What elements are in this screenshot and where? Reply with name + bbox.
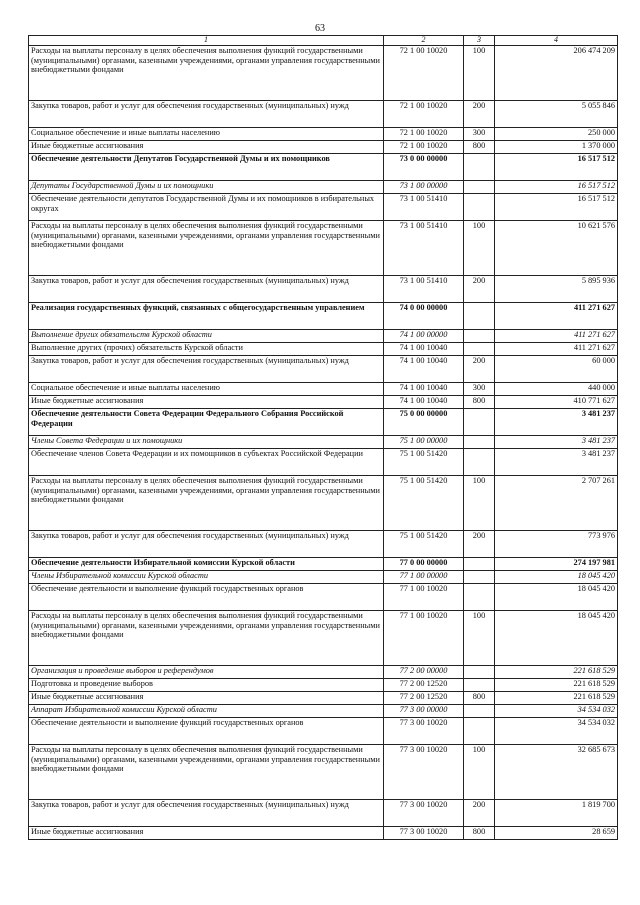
row-name-cell: Расходы на выплаты персоналу в целях обеспечения выполнения функций государственными (муниципальными) органами, казенными учреждениями, органами управления государственными внебюджетными фондами [29, 221, 384, 276]
row-kvr-cell: 100 [464, 46, 495, 101]
row-name-cell: Закупка товаров, работ и услуг для обеспечения государственных (муниципальных) нужд [29, 800, 384, 827]
row-amount-cell: 60 000 [495, 356, 618, 383]
row-name-cell: Обеспечение деятельности Депутатов Государственной Думы и их помощников [29, 154, 384, 181]
row-kvr-cell: 100 [464, 221, 495, 276]
table-row [29, 46, 618, 101]
row-kvr-cell [464, 571, 495, 584]
row-kvr-cell [464, 558, 495, 571]
row-code-cell: 72 1 00 10020 [384, 128, 464, 141]
header-col-code: 2 [384, 36, 464, 46]
row-kvr-cell: 200 [464, 800, 495, 827]
row-code-cell: 77 3 00 10020 [384, 827, 464, 840]
table-row [29, 128, 618, 141]
row-kvr-cell: 800 [464, 396, 495, 409]
row-name-cell: Иные бюджетные ассигнования [29, 827, 384, 840]
table-row [29, 558, 618, 571]
row-code-cell: 77 0 00 00000 [384, 558, 464, 571]
row-name-cell: Обеспечение деятельности Избирательной комиссии Курской области [29, 558, 384, 571]
table-row [29, 692, 618, 705]
row-code-cell: 75 1 00 51420 [384, 476, 464, 531]
row-name-cell: Иные бюджетные ассигнования [29, 141, 384, 154]
budget-table [28, 35, 618, 840]
row-amount-cell: 5 895 936 [495, 276, 618, 303]
row-code-cell: 73 1 00 51410 [384, 276, 464, 303]
row-kvr-cell [464, 584, 495, 611]
table-row [29, 800, 618, 827]
row-name-cell: Социальное обеспечение и иные выплаты населению [29, 383, 384, 396]
row-kvr-cell [464, 343, 495, 356]
row-name-cell: Подготовка и проведение выборов [29, 679, 384, 692]
row-amount-cell: 411 271 627 [495, 343, 618, 356]
table-row [29, 679, 618, 692]
table-row [29, 383, 618, 396]
row-code-cell: 77 3 00 10020 [384, 745, 464, 800]
table-row [29, 154, 618, 181]
header-row [29, 36, 618, 46]
row-amount-cell: 440 000 [495, 383, 618, 396]
row-amount-cell: 411 271 627 [495, 303, 618, 330]
row-amount-cell: 250 000 [495, 128, 618, 141]
row-code-cell: 77 3 00 00000 [384, 705, 464, 718]
table-row [29, 409, 618, 436]
row-code-cell: 75 1 00 51420 [384, 449, 464, 476]
row-code-cell: 72 1 00 10020 [384, 141, 464, 154]
row-kvr-cell [464, 436, 495, 449]
table-row [29, 276, 618, 303]
row-kvr-cell [464, 449, 495, 476]
header-col-kvr: 3 [464, 36, 495, 46]
row-amount-cell: 3 481 237 [495, 409, 618, 436]
row-kvr-cell: 300 [464, 383, 495, 396]
row-amount-cell: 3 481 237 [495, 436, 618, 449]
row-name-cell: Закупка товаров, работ и услуг для обеспечения государственных (муниципальных) нужд [29, 276, 384, 303]
row-code-cell: 77 1 00 00000 [384, 571, 464, 584]
row-name-cell: Выполнение других (прочих) обязательств Курской области [29, 343, 384, 356]
row-code-cell: 74 1 00 00000 [384, 330, 464, 343]
row-name-cell: Закупка товаров, работ и услуг для обеспечения государственных (муниципальных) нужд [29, 101, 384, 128]
row-name-cell: Выполнение других обязательств Курской области [29, 330, 384, 343]
row-code-cell: 73 0 00 00000 [384, 154, 464, 181]
row-code-cell: 72 1 00 10020 [384, 101, 464, 128]
row-code-cell: 73 1 00 51410 [384, 194, 464, 221]
table-row [29, 194, 618, 221]
row-kvr-cell [464, 718, 495, 745]
row-amount-cell: 221 618 529 [495, 679, 618, 692]
row-kvr-cell: 100 [464, 745, 495, 800]
row-name-cell: Депутаты Государственной Думы и их помощники [29, 181, 384, 194]
row-code-cell: 72 1 00 10020 [384, 46, 464, 101]
row-kvr-cell: 200 [464, 356, 495, 383]
row-code-cell: 74 1 00 10040 [384, 383, 464, 396]
row-name-cell: Иные бюджетные ассигнования [29, 396, 384, 409]
row-kvr-cell: 800 [464, 692, 495, 705]
row-name-cell: Расходы на выплаты персоналу в целях обеспечения выполнения функций государственными (муниципальными) органами, казенными учреждениями, органами управления государственными внебюджетными фондами [29, 476, 384, 531]
page-number: 63 [315, 23, 325, 34]
row-amount-cell: 773 976 [495, 531, 618, 558]
row-name-cell: Обеспечение деятельности Совета Федерации Федерального Собрания Российской Федерации [29, 409, 384, 436]
table-row [29, 436, 618, 449]
row-kvr-cell: 800 [464, 827, 495, 840]
table-row [29, 584, 618, 611]
row-code-cell: 77 3 00 10020 [384, 718, 464, 745]
row-amount-cell: 18 045 420 [495, 571, 618, 584]
row-name-cell: Расходы на выплаты персоналу в целях обеспечения выполнения функций государственными (муниципальными) органами, казенными учреждениями, органами управления государственными внебюджетными фондами [29, 611, 384, 666]
row-amount-cell: 16 517 512 [495, 194, 618, 221]
table-row [29, 141, 618, 154]
row-amount-cell: 221 618 529 [495, 692, 618, 705]
table-row [29, 303, 618, 330]
row-kvr-cell [464, 154, 495, 181]
row-kvr-cell: 100 [464, 476, 495, 531]
row-amount-cell: 1 370 000 [495, 141, 618, 154]
row-amount-cell: 16 517 512 [495, 181, 618, 194]
row-amount-cell: 2 707 261 [495, 476, 618, 531]
row-code-cell: 77 1 00 10020 [384, 611, 464, 666]
row-name-cell: Социальное обеспечение и иные выплаты населению [29, 128, 384, 141]
row-name-cell: Закупка товаров, работ и услуг для обеспечения государственных (муниципальных) нужд [29, 531, 384, 558]
table-row [29, 343, 618, 356]
row-code-cell: 74 0 00 00000 [384, 303, 464, 330]
row-amount-cell: 274 197 981 [495, 558, 618, 571]
table-row [29, 449, 618, 476]
row-code-cell: 74 1 00 10040 [384, 356, 464, 383]
row-name-cell: Организация и проведение выборов и референдумов [29, 666, 384, 679]
table-row [29, 666, 618, 679]
row-name-cell: Иные бюджетные ассигнования [29, 692, 384, 705]
row-code-cell: 74 1 00 10040 [384, 343, 464, 356]
row-code-cell: 75 1 00 00000 [384, 436, 464, 449]
row-amount-cell: 32 685 673 [495, 745, 618, 800]
row-amount-cell: 3 481 237 [495, 449, 618, 476]
row-amount-cell: 34 534 032 [495, 718, 618, 745]
row-amount-cell: 5 055 846 [495, 101, 618, 128]
row-code-cell: 73 1 00 00000 [384, 181, 464, 194]
row-kvr-cell [464, 181, 495, 194]
row-amount-cell: 206 474 209 [495, 46, 618, 101]
row-kvr-cell [464, 194, 495, 221]
row-name-cell: Расходы на выплаты персоналу в целях обеспечения выполнения функций государственными (муниципальными) органами, казенными учреждениями, органами управления государственными внебюджетными фондами [29, 46, 384, 101]
row-name-cell: Аппарат Избирательной комиссии Курской области [29, 705, 384, 718]
row-name-cell: Члены Избирательной комиссии Курской области [29, 571, 384, 584]
row-code-cell: 77 2 00 00000 [384, 666, 464, 679]
table-row [29, 101, 618, 128]
table-row [29, 181, 618, 194]
table-row [29, 745, 618, 800]
row-name-cell: Обеспечение деятельности и выполнение функций государственных органов [29, 584, 384, 611]
row-amount-cell: 18 045 420 [495, 584, 618, 611]
row-name-cell: Обеспечение членов Совета Федерации и их помощников в субъектах Российской Федерации [29, 449, 384, 476]
row-kvr-cell: 300 [464, 128, 495, 141]
row-amount-cell: 411 271 627 [495, 330, 618, 343]
row-kvr-cell [464, 409, 495, 436]
header-col-name: 1 [29, 36, 384, 46]
row-amount-cell: 221 618 529 [495, 666, 618, 679]
row-kvr-cell: 200 [464, 276, 495, 303]
row-amount-cell: 410 771 627 [495, 396, 618, 409]
row-code-cell: 75 1 00 51420 [384, 531, 464, 558]
row-name-cell: Расходы на выплаты персоналу в целях обеспечения выполнения функций государственными (муниципальными) органами, казенными учреждениями, органами управления государственными внебюджетными фондами [29, 745, 384, 800]
row-kvr-cell [464, 679, 495, 692]
table-row [29, 718, 618, 745]
table-row [29, 396, 618, 409]
row-code-cell: 74 1 00 10040 [384, 396, 464, 409]
header-col-amount: 4 [495, 36, 618, 46]
table-row [29, 705, 618, 718]
table-row [29, 221, 618, 276]
row-amount-cell: 10 621 576 [495, 221, 618, 276]
row-kvr-cell [464, 330, 495, 343]
row-code-cell: 73 1 00 51410 [384, 221, 464, 276]
table-row [29, 476, 618, 531]
row-code-cell: 77 1 00 10020 [384, 584, 464, 611]
table-row [29, 531, 618, 558]
row-amount-cell: 28 659 [495, 827, 618, 840]
row-kvr-cell [464, 705, 495, 718]
table-row [29, 356, 618, 383]
row-kvr-cell: 800 [464, 141, 495, 154]
table-row [29, 827, 618, 840]
row-name-cell: Обеспечение деятельности депутатов Государственной Думы и их помощников в избирательных округах [29, 194, 384, 221]
table-row [29, 330, 618, 343]
row-amount-cell: 18 045 420 [495, 611, 618, 666]
row-name-cell: Члены Совета Федерации и их помощники [29, 436, 384, 449]
row-kvr-cell: 200 [464, 531, 495, 558]
row-code-cell: 77 2 00 12520 [384, 692, 464, 705]
row-amount-cell: 1 819 700 [495, 800, 618, 827]
row-kvr-cell [464, 666, 495, 679]
row-kvr-cell: 100 [464, 611, 495, 666]
table-row [29, 571, 618, 584]
row-name-cell: Обеспечение деятельности и выполнение функций государственных органов [29, 718, 384, 745]
row-kvr-cell [464, 303, 495, 330]
row-name-cell: Закупка товаров, работ и услуг для обеспечения государственных (муниципальных) нужд [29, 356, 384, 383]
row-name-cell: Реализация государственных функций, связанных с общегосударственным управлением [29, 303, 384, 330]
row-code-cell: 75 0 00 00000 [384, 409, 464, 436]
row-code-cell: 77 2 00 12520 [384, 679, 464, 692]
row-code-cell: 77 3 00 10020 [384, 800, 464, 827]
row-kvr-cell: 200 [464, 101, 495, 128]
row-amount-cell: 34 534 032 [495, 705, 618, 718]
table-row [29, 611, 618, 666]
row-amount-cell: 16 517 512 [495, 154, 618, 181]
